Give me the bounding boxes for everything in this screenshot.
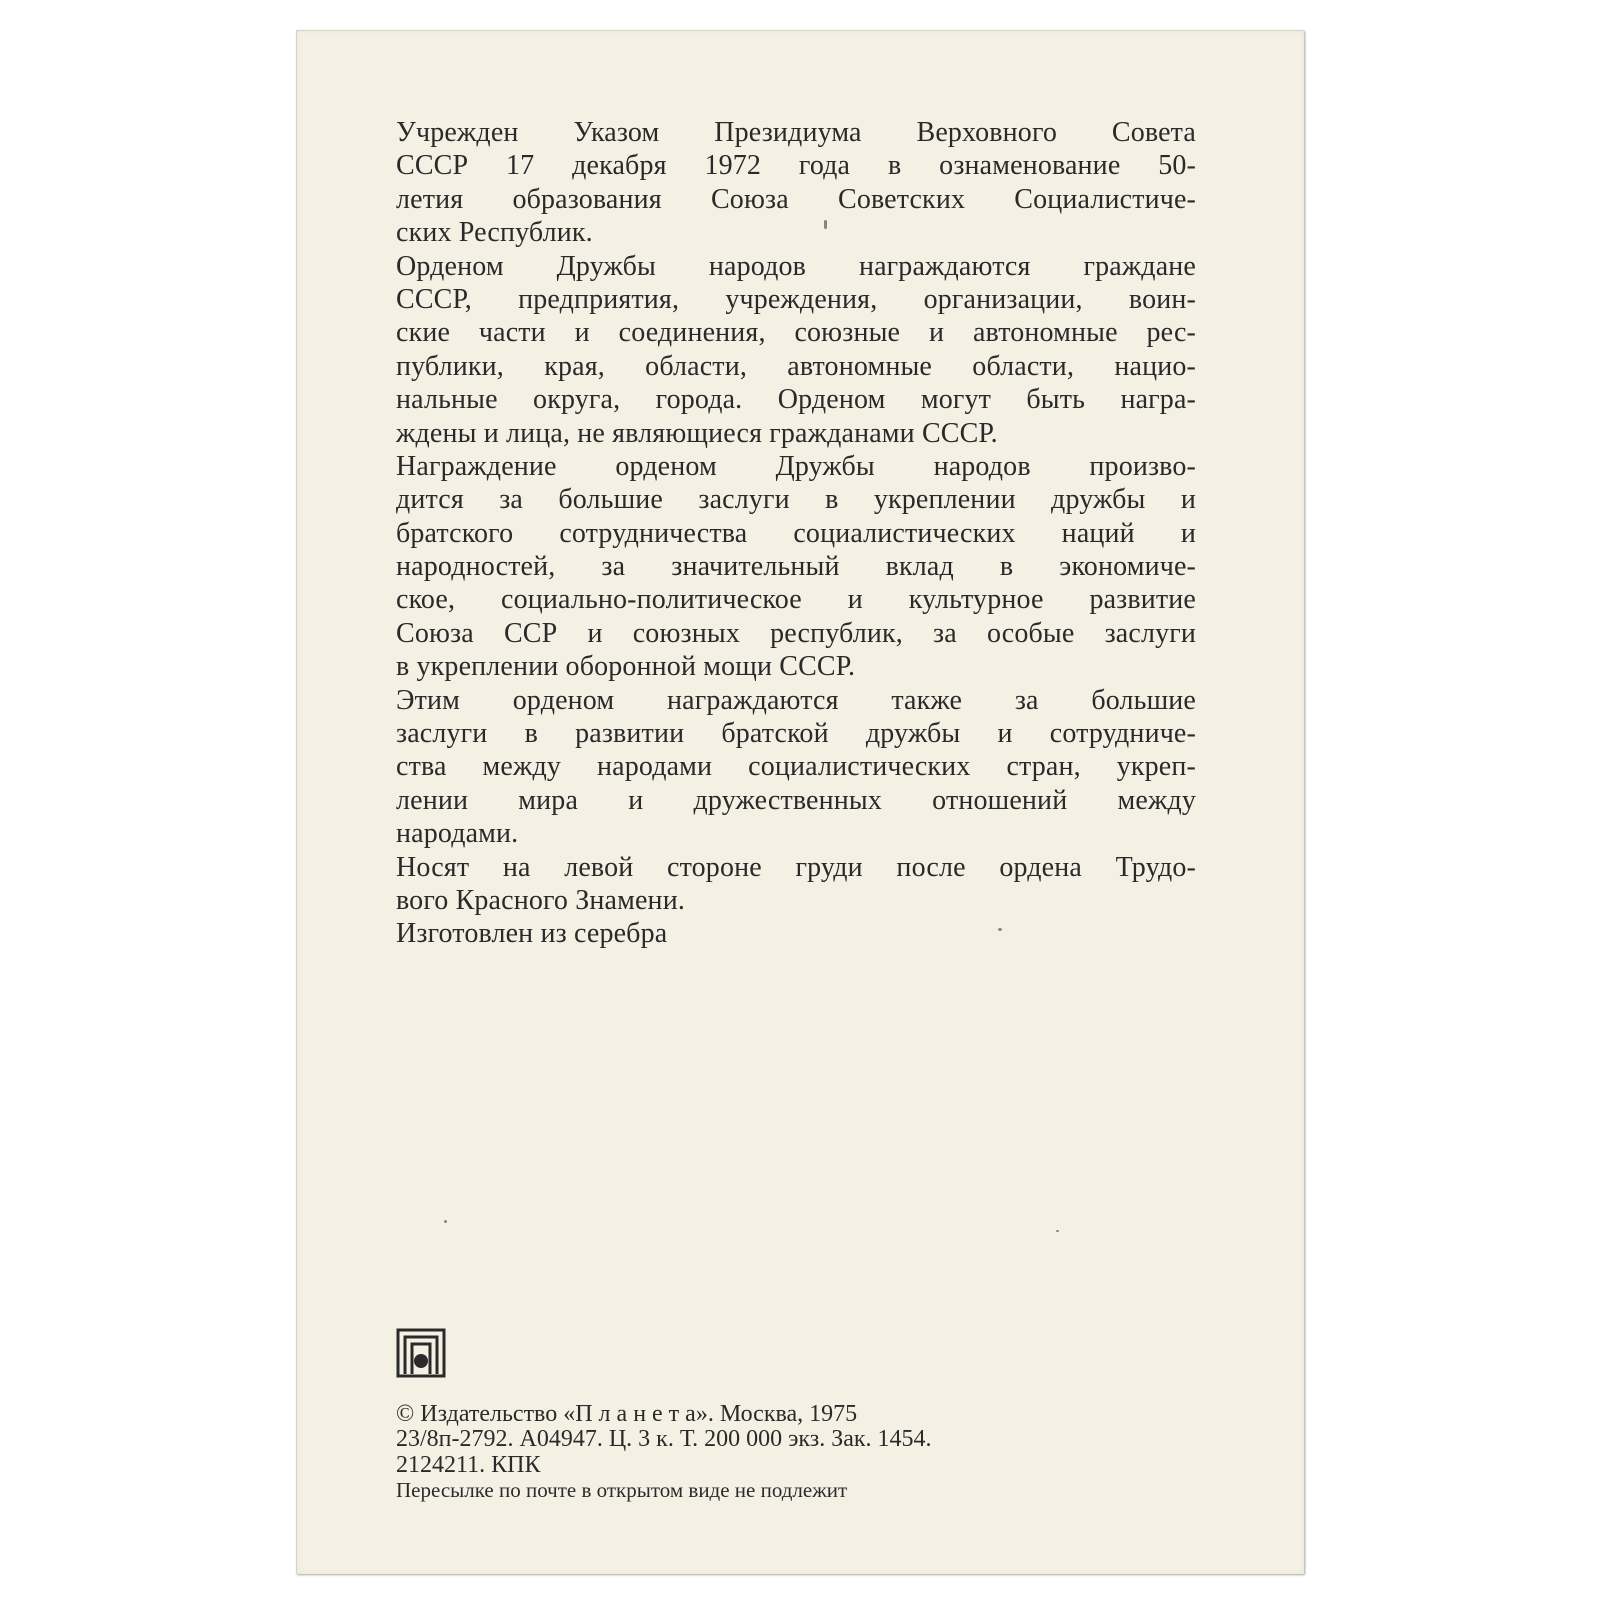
paragraph-merits xyxy=(396,450,1196,684)
paper-speck xyxy=(1056,1230,1059,1232)
order-description xyxy=(396,116,1196,951)
text-line: ских Республик. xyxy=(396,217,593,249)
planeta-publisher-logo-icon xyxy=(396,1328,446,1378)
text-line: Этим орденом награждаются также за большие xyxy=(396,684,1196,716)
text-line: Орденом Дружбы народов награждаются граждане xyxy=(396,250,1196,282)
paragraph-wearing xyxy=(396,851,1196,918)
text-line: СССР 17 декабря 1972 года в ознаменование 50- xyxy=(396,150,1196,182)
paragraph-establishment xyxy=(396,116,1196,250)
text-line: летия образования Союза Советских Социалистиче- xyxy=(396,183,1196,215)
text-line: публики, края, области, автономные области, нацио- xyxy=(396,350,1196,382)
text-line: заслуги в развитии братской дружбы и сотрудниче- xyxy=(396,718,1196,750)
text-line: Изготовлен из серебра xyxy=(396,918,668,950)
mailing-notice-line: Пересылке по почте в открытом виде не подлежит xyxy=(396,1478,848,1503)
copyright-line: © Издательство «П л а н е т а». Москва, 1975 xyxy=(396,1401,858,1427)
text-line: СССР, предприятия, учреждения, организации, воин- xyxy=(396,283,1196,315)
text-line: Награждение орденом Дружбы народов произво- xyxy=(396,450,1196,482)
print-details-line: 23/8п-2792. А04947. Ц. 3 к. Т. 200 000 экз. Зак. 1454. xyxy=(396,1426,932,1453)
postcard-back xyxy=(296,30,1304,1574)
text-line: ское, социально-политическое и культурное развитие xyxy=(396,584,1196,616)
text-line: Носят на левой стороне груди после ордена Трудо- xyxy=(396,851,1196,883)
text-line: в укреплении оборонной мощи СССР. xyxy=(396,651,856,683)
paper-speck xyxy=(444,1220,447,1223)
text-line: Учрежден Указом Президиума Верховного Совета xyxy=(396,117,1196,148)
text-line: ские части и соединения, союзные и автономные рес- xyxy=(396,317,1196,349)
paragraph-material xyxy=(396,917,1196,950)
publisher-imprint xyxy=(396,1402,1096,1504)
catalog-code-line: 2124211. КПК xyxy=(396,1451,541,1478)
text-line: Союза ССР и союзных республик, за особые заслуги xyxy=(396,617,1196,649)
text-line: братского сотрудничества социалистических наций и xyxy=(396,517,1196,549)
text-line: вого Красного Знамени. xyxy=(396,884,685,916)
paragraph-recipients xyxy=(396,250,1196,450)
paragraph-international xyxy=(396,684,1196,851)
text-line: лении мира и дружественных отношений между xyxy=(396,784,1196,816)
text-line: нальные округа, города. Орденом могут быть награ- xyxy=(396,384,1196,416)
text-line: народностей, за значительный вклад в экономиче- xyxy=(396,551,1196,583)
paper-speck xyxy=(998,928,1002,931)
paper-speck xyxy=(824,220,827,229)
text-line: народами. xyxy=(396,818,519,850)
text-line: дится за большие заслуги в укреплении дружбы и xyxy=(396,484,1196,516)
text-line: ства между народами социалистических стран, укреп- xyxy=(396,751,1196,783)
text-line: ждены и лица, не являющиеся гражданами СССР. xyxy=(396,417,998,449)
